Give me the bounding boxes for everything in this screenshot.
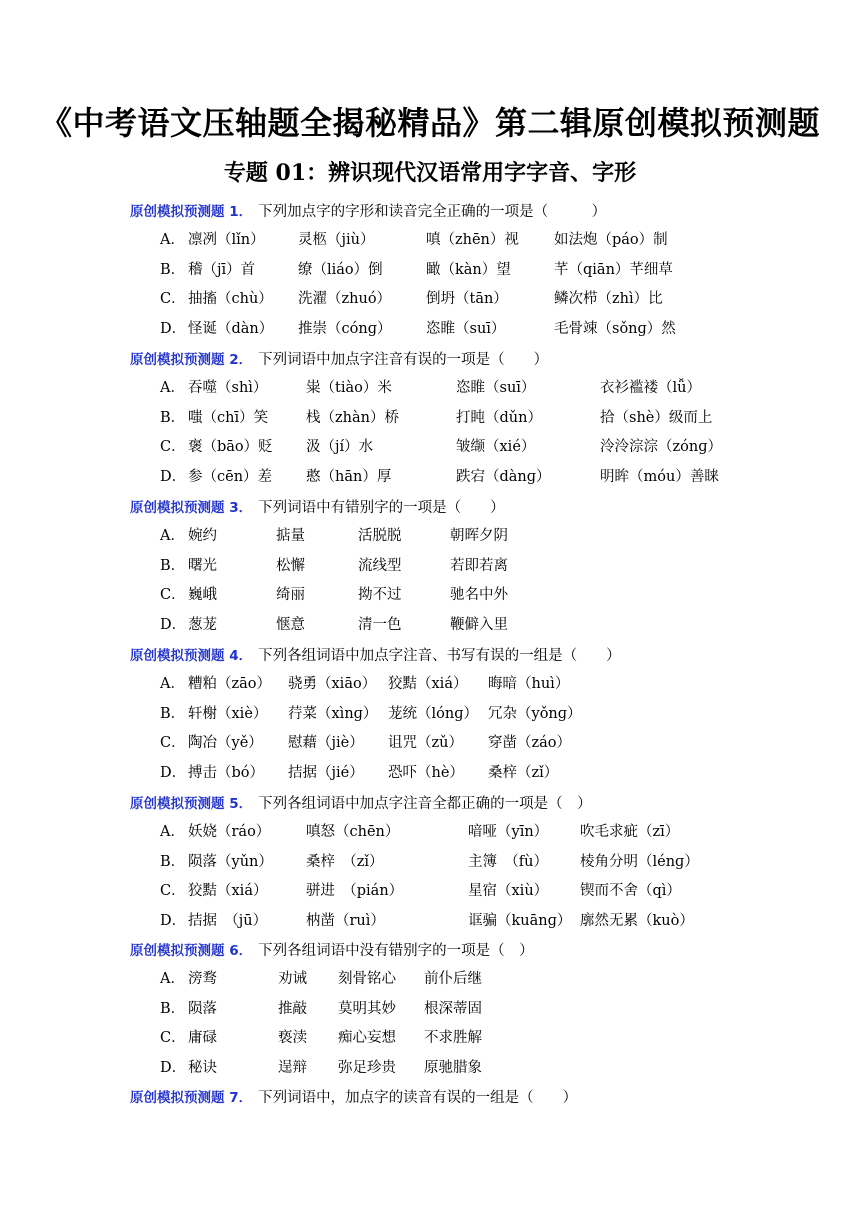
option-item: 粜（tiào）米 <box>306 380 392 396</box>
option-item: 狡黠（xiá） <box>188 883 268 899</box>
option-item: 嗔怒（chēn） <box>306 824 400 840</box>
option-item: 搏击（bó） <box>188 764 265 781</box>
option-item: 活脱脱 <box>358 528 402 544</box>
option-item: 诓骗（kuānɡ） <box>468 912 572 929</box>
option-item: 憨（hān）厚 <box>306 468 392 485</box>
option-item: 皱缬（xié） <box>456 439 536 455</box>
question-text: 下列词语中加点字注音有误的一项是（ ） <box>258 352 549 368</box>
option-letter: D． <box>160 616 187 633</box>
option-item: 锲而不舍（qì） <box>580 883 681 899</box>
option-item: 痴心妄想 <box>338 1030 396 1046</box>
option-item: 巍峨 <box>188 587 217 603</box>
question-text: 下列词语中有错别字的一项是（ ） <box>258 500 505 516</box>
option-letter: A． <box>160 232 185 248</box>
option-letter: D． <box>160 764 187 781</box>
option-letter: D． <box>160 468 187 485</box>
option-item: 褒（bāo）贬 <box>188 439 273 455</box>
question-label: 原创模拟预测题 4． <box>130 648 253 664</box>
option-item: 明眸（móu）善睐 <box>600 468 719 485</box>
option-item: 吹毛求疵（zī） <box>580 824 680 840</box>
option-item: 枘凿（ruì） <box>306 912 385 929</box>
option-letter: A． <box>160 824 185 840</box>
option-item: 栈（zhàn）桥 <box>306 409 399 426</box>
option-item: 葱茏 <box>188 616 217 633</box>
option-item: 灵柩（jiù） <box>298 232 375 248</box>
option-item: 前仆后继 <box>424 971 482 987</box>
option-item: 糟粕（zāo） <box>188 676 272 692</box>
option-item: 怪诞（dàn） <box>188 320 274 337</box>
option-letter: B． <box>160 557 186 574</box>
option-item: 拮据（jié） <box>288 764 364 781</box>
option-item: 洗濯（zhuó） <box>298 291 392 307</box>
option-letter: A． <box>160 971 185 987</box>
option-item: 瞰（kàn）望 <box>426 261 511 278</box>
option-item: 陨落（yǔn） <box>188 853 273 870</box>
option-letter: B． <box>160 705 186 722</box>
option-item: 跌宕（dànɡ） <box>456 468 551 485</box>
option-item: 主簿 （fù） <box>468 853 548 870</box>
option-letter: C． <box>160 291 186 307</box>
question-label: 原创模拟预测题 1． <box>130 204 253 220</box>
question-5-stem <box>130 792 592 816</box>
option-item: 庸碌 <box>188 1030 217 1046</box>
option-letter: D． <box>160 912 187 929</box>
option-item: 泠泠淙淙（zónɡ） <box>600 439 722 455</box>
option-item: 星宿（xiù） <box>468 883 549 899</box>
option-item: 绮丽 <box>276 587 305 603</box>
question-text: 下列词语中，加点字的读音有误的一组是（ ） <box>258 1090 578 1106</box>
option-item: 恐吓（hè） <box>388 764 464 781</box>
option-item: 恣睢（suī） <box>426 320 506 337</box>
page-subtitle: 专题 01：辨识现代汉语常用字字音、字形 <box>223 160 637 186</box>
option-item: 拗不过 <box>358 587 402 603</box>
option-letter: A． <box>160 676 185 692</box>
option-item: 骁勇（xiāo） <box>288 676 377 692</box>
option-letter: A． <box>160 528 185 544</box>
option-item: 清一色 <box>358 616 402 633</box>
question-text: 下列各组词语中加点字注音、书写有误的一组是（ ） <box>258 648 621 664</box>
option-item: 嗤（chī）笑 <box>188 409 269 426</box>
option-item: 晦暗（huì） <box>488 676 570 692</box>
option-item: 曙光 <box>188 557 217 574</box>
option-letter: D． <box>160 320 187 337</box>
question-6-stem <box>130 939 534 963</box>
question-text: 下列加点字的字形和读音完全正确的一项是（ ） <box>258 204 607 220</box>
option-item: 惬意 <box>276 616 305 633</box>
option-item: 吞噬（shì） <box>188 380 268 396</box>
option-item: 弥足珍贵 <box>338 1059 396 1076</box>
option-item: 慰藉（jiè） <box>288 735 364 751</box>
option-item: 毛骨竦（sǒnɡ）然 <box>554 320 676 337</box>
question-text: 下列各组词语中加点字注音全都正确的一项是（ ） <box>258 796 592 812</box>
question-label: 原创模拟预测题 2． <box>130 352 253 368</box>
option-item: 倒坍（tān） <box>426 291 508 307</box>
question-1-stem <box>130 200 606 224</box>
option-letter: C． <box>160 883 186 899</box>
option-item: 凛冽（lǐn） <box>188 232 265 248</box>
option-item: 茏统（lónɡ） <box>388 705 478 722</box>
option-item: 朝晖夕阴 <box>450 528 508 544</box>
option-item: 推崇（cónɡ） <box>298 320 392 337</box>
option-letter: C． <box>160 587 186 603</box>
option-item: 廓然无累（kuò） <box>580 912 694 929</box>
option-item: 原驰腊象 <box>424 1059 482 1076</box>
option-item: 穿凿（záo） <box>488 735 572 751</box>
option-item: 棱角分明（lénɡ） <box>580 853 699 870</box>
option-item: 不求胜解 <box>424 1030 482 1046</box>
question-4-stem <box>130 644 621 668</box>
option-item: 莫明其妙 <box>338 1000 396 1017</box>
question-text: 下列各组词语中没有错别字的一项是（ ） <box>258 943 534 959</box>
option-item: 狡黠（xiá） <box>388 676 468 692</box>
option-item: 秘诀 <box>188 1059 217 1076</box>
option-item: 驰名中外 <box>450 587 508 603</box>
option-item: 冗杂（yǒnɡ） <box>488 705 582 722</box>
option-item: 推敲 <box>278 1000 307 1017</box>
option-item: 流线型 <box>358 557 402 574</box>
option-letter: B． <box>160 853 186 870</box>
option-item: 逞辩 <box>278 1059 307 1076</box>
question-label: 原创模拟预测题 3． <box>130 500 253 516</box>
option-letter: C． <box>160 1030 186 1046</box>
option-letter: B． <box>160 261 186 278</box>
option-item: 汲（jí）水 <box>306 439 374 455</box>
option-item: 鞭僻入里 <box>450 616 508 633</box>
option-item: 陶冶（yě） <box>188 735 263 751</box>
option-item: 婉约 <box>188 528 217 544</box>
option-item: 鳞次栉（zhì）比 <box>554 291 663 307</box>
question-label: 原创模拟预测题 5． <box>130 796 253 812</box>
option-item: 诅咒（zǔ） <box>388 735 463 751</box>
question-2-stem <box>130 348 548 372</box>
option-item: 桑梓 （zǐ） <box>306 853 384 870</box>
option-item: 桑梓（zǐ） <box>488 764 559 781</box>
option-item: 打盹（dǔn） <box>456 409 542 426</box>
option-item: 滂骛 <box>188 971 217 987</box>
option-item: 衣衫褴褛（lǚ） <box>600 380 701 396</box>
option-item: 若即若离 <box>450 557 508 574</box>
option-item: 参（cēn）差 <box>188 468 273 485</box>
option-item: 劝诫 <box>278 971 307 987</box>
option-letter: B． <box>160 409 186 426</box>
option-letter: C． <box>160 439 186 455</box>
option-letter: A． <box>160 380 185 396</box>
option-item: 缭（liáo）倒 <box>298 261 383 278</box>
page-title: 《中考语文压轴题全揭秘精品》第二辑原创模拟预测题 <box>39 104 820 142</box>
option-item: 刻骨铭心 <box>338 971 396 987</box>
option-item: 轩榭（xiè） <box>188 705 268 722</box>
option-item: 拮据 （jū） <box>188 912 268 929</box>
question-label: 原创模拟预测题 6． <box>130 943 253 959</box>
option-item: 荇菜（xìnɡ） <box>288 705 378 722</box>
option-item: 陨落 <box>188 1000 217 1017</box>
option-item: 根深蒂固 <box>424 1000 482 1017</box>
question-label: 原创模拟预测题 7． <box>130 1090 253 1106</box>
option-letter: D． <box>160 1059 187 1076</box>
option-item: 妖娆（ráo） <box>188 824 271 840</box>
option-item: 松懈 <box>276 557 305 574</box>
option-item: 亵渎 <box>278 1030 307 1046</box>
option-item: 喑哑（yīn） <box>468 824 549 840</box>
option-item: 稽（jī）首 <box>188 261 256 278</box>
option-item: 拾（shè）级而上 <box>600 409 713 426</box>
option-item: 骈进 （pián） <box>306 883 404 899</box>
option-letter: C． <box>160 735 186 751</box>
option-letter: B． <box>160 1000 186 1017</box>
question-3-stem <box>130 496 505 520</box>
question-7-stem <box>130 1086 577 1110</box>
option-item: 芊（qiān）芊细草 <box>554 261 673 278</box>
option-item: 如法炮（páo）制 <box>554 232 668 248</box>
option-item: 抽搐（chù） <box>188 291 273 307</box>
option-item: 掂量 <box>276 528 305 544</box>
option-item: 恣睢（suī） <box>456 380 536 396</box>
option-item: 嗔（zhēn）视 <box>426 232 519 248</box>
